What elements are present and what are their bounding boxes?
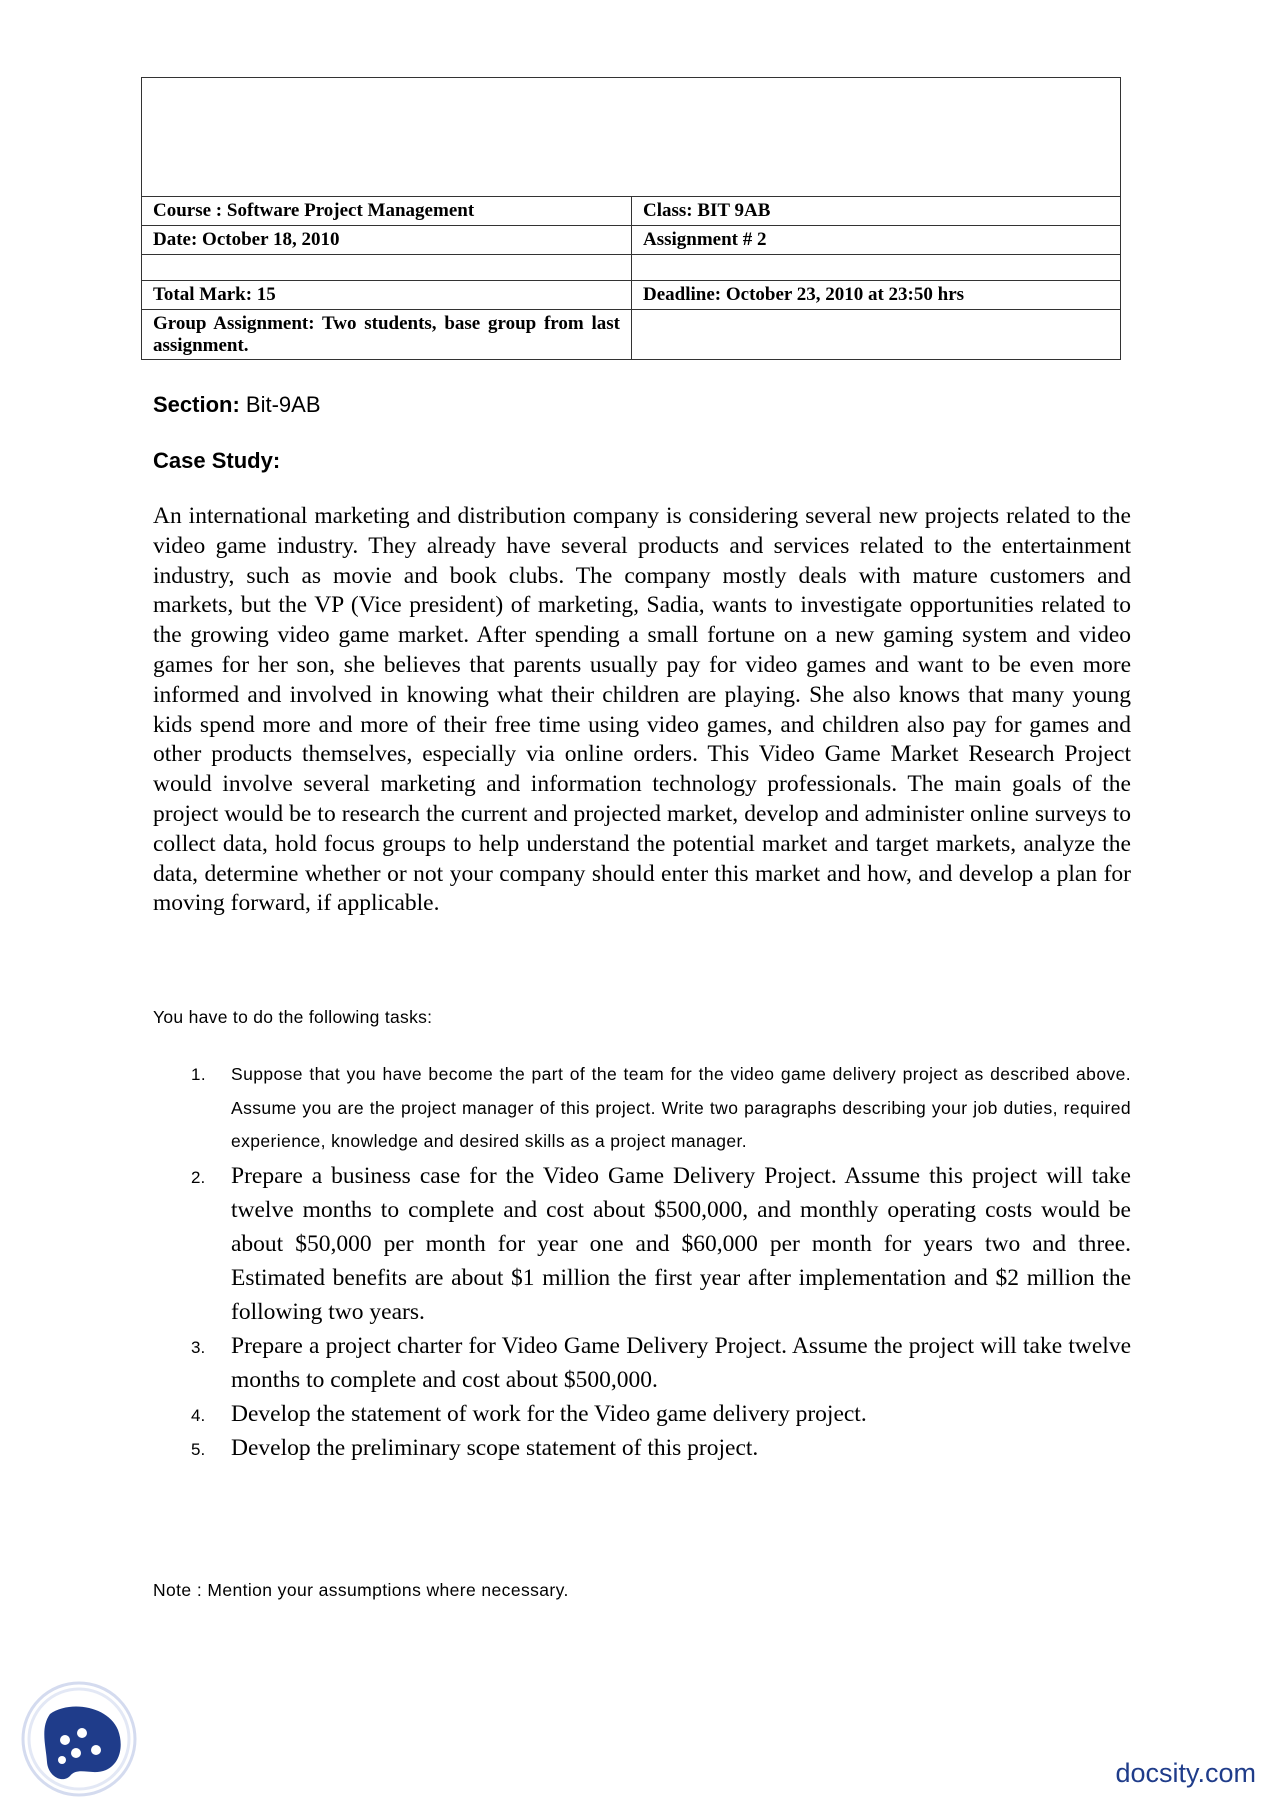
header-row-empty xyxy=(142,255,1120,281)
note-text: Note : Mention your assumptions where necessary. xyxy=(153,1580,569,1600)
deadline-cell: Deadline: October 23, 2010 at 23:50 hrs xyxy=(643,284,965,305)
header-row xyxy=(142,197,1120,226)
list-item xyxy=(153,1058,1131,1159)
section-label: Section: xyxy=(153,392,240,417)
assignment-header-table xyxy=(141,77,1121,360)
empty-cell xyxy=(632,310,1120,359)
class-cell: Class: BIT 9AB xyxy=(643,200,771,221)
header-logo-area xyxy=(142,78,1120,197)
task-number: 5. xyxy=(191,1439,206,1459)
date-cell: Date: October 18, 2010 xyxy=(142,226,632,254)
empty-cell xyxy=(632,255,1120,280)
course-cell: Course : Software Project Management xyxy=(142,197,632,225)
list-item xyxy=(153,1329,1131,1397)
task-text: Develop the preliminary scope statement of this project. xyxy=(231,1434,759,1461)
task-number: 4. xyxy=(191,1405,206,1425)
list-item xyxy=(153,1431,1131,1465)
empty-cell xyxy=(142,255,632,280)
section-value: Bit-9AB xyxy=(245,392,321,417)
task-text: Prepare a business case for the Video Game Delivery Project. Assume this project will take twelve months to complete and cost about $500,000, and monthly operating costs would be about $50,000 per month for year one and $60,000 per month for years two and three. Estimated benefits are about $1 million the first year after implementation and $2 million the following two years. xyxy=(231,1162,1131,1325)
total-mark-cell: Total Mark: 15 xyxy=(142,281,632,309)
task-text: Suppose that you have become the part of the team for the video game delivery project as described above. Assume you are the project manager of this project. Write two paragraphs describing your job duties, required experience, knowledge and desired skills as a project manager. xyxy=(231,1064,1131,1151)
header-row xyxy=(142,281,1120,310)
task-text: Prepare a project charter for Video Game Delivery Project. Assume the project will take twelve months to complete and cost about $500,000. xyxy=(231,1332,1131,1393)
assignment-number-cell: Assignment # 2 xyxy=(643,229,767,250)
docsity-logo-icon xyxy=(20,1680,138,1798)
section-line xyxy=(153,392,321,418)
task-list xyxy=(153,1058,1131,1465)
tasks-intro: You have to do the following tasks: xyxy=(153,1007,433,1027)
case-study-paragraph: An international marketing and distribution company is considering several new projects related to the video game industry. They already have several products and services related to the entertainment industry, such as movie and book clubs. The company mostly deals with mature customers and markets, but the VP (Vice president) of marketing, Sadia, wants to investigate opportunities related to the growing video game market. After spending a small fortune on a new gaming system and video games for her son, she believes that parents usually pay for video games and want to be even more informed and involved in knowing what their children are playing. She also knows that many young kids spend more and more of their free time using video games, and children also pay for games and other products themselves, especially via online orders. This Video Game Market Research Project would involve several marketing and information technology professionals. The main goals of the project would be to research the current and projected market, develop and administer online surveys to collect data, hold focus groups to help understand the potential market and target markets, analyze the data, determine whether or not your company should enter this market and how, and develop a plan for moving forward, if applicable. xyxy=(153,503,1131,917)
docsity-watermark[interactable]: docsity.com xyxy=(1115,1758,1256,1788)
group-assignment-cell: Group Assignment: Two students, base group from last assignment. xyxy=(142,310,632,359)
header-row xyxy=(142,310,1120,359)
task-number: 1. xyxy=(191,1065,206,1084)
case-study-heading: Case Study: xyxy=(153,448,281,473)
list-item xyxy=(153,1397,1131,1431)
task-number: 2. xyxy=(191,1167,206,1187)
list-item xyxy=(153,1159,1131,1329)
task-text: Develop the statement of work for the Video game delivery project. xyxy=(231,1400,867,1427)
header-row xyxy=(142,226,1120,255)
task-number: 3. xyxy=(191,1337,206,1357)
